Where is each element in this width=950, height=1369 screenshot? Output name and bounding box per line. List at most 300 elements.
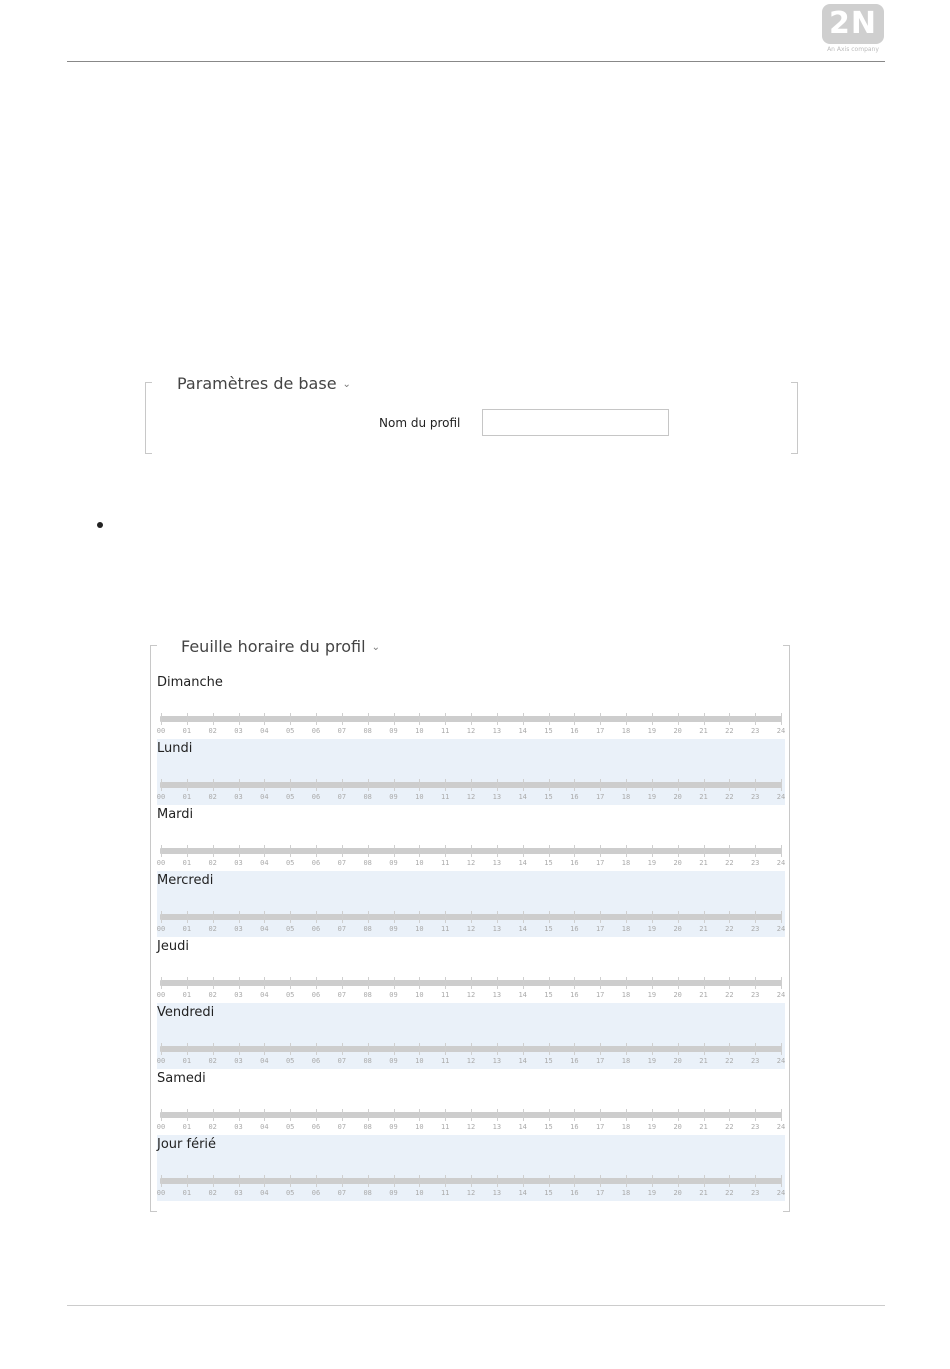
hour-tick [368, 977, 369, 989]
hour-label: 09 [389, 1057, 398, 1065]
hour-tick [574, 1109, 575, 1121]
hour-label: 00 [156, 1123, 166, 1131]
hour-tick [394, 845, 395, 857]
hour-tick [729, 845, 730, 857]
hour-label: 14 [518, 991, 527, 999]
hour-tick [704, 1109, 705, 1121]
hour-tick [419, 1175, 420, 1187]
hour-tick [523, 713, 524, 725]
hour-tick [471, 911, 472, 923]
hour-label: 13 [492, 727, 502, 735]
hour-label: 22 [725, 991, 734, 999]
hour-tick [290, 977, 291, 989]
hour-tick [549, 1175, 550, 1187]
profile-name-label: Nom du profil [379, 416, 461, 430]
hour-tick [368, 845, 369, 857]
hour-tick [574, 779, 575, 791]
hour-tick [678, 911, 679, 923]
hour-tick [755, 1175, 756, 1187]
hour-scale [157, 1109, 785, 1135]
hour-label: 03 [234, 859, 243, 867]
hour-tick [678, 1109, 679, 1121]
hour-label: 03 [234, 793, 243, 801]
hour-tick [368, 1175, 369, 1187]
day-row [157, 1003, 785, 1069]
hour-tick [781, 1043, 782, 1055]
hour-tick [652, 713, 653, 725]
hour-label: 17 [595, 925, 605, 933]
hour-label: 04 [260, 991, 269, 999]
hour-label: 21 [699, 1123, 708, 1131]
hour-tick [187, 977, 188, 989]
hour-label: 23 [750, 1057, 760, 1065]
hour-tick [239, 1175, 240, 1187]
hour-tick [781, 713, 782, 725]
hour-label: 21 [699, 1189, 708, 1197]
hour-tick [394, 977, 395, 989]
hour-label: 21 [699, 793, 708, 801]
hour-label: 16 [570, 1189, 579, 1197]
hour-tick [239, 977, 240, 989]
hour-tick [316, 845, 317, 857]
hour-label: 18 [621, 1123, 631, 1131]
hour-label: 17 [595, 1057, 605, 1065]
hour-tick [213, 845, 214, 857]
hour-label: 07 [337, 1057, 347, 1065]
hour-tick [497, 911, 498, 923]
hour-tick [213, 1109, 214, 1121]
hour-tick [471, 977, 472, 989]
hour-tick [419, 845, 420, 857]
hour-tick [290, 845, 291, 857]
hour-tick [523, 1175, 524, 1187]
hour-label: 20 [673, 859, 682, 867]
hour-tick [264, 911, 265, 923]
profile-name-input[interactable] [482, 409, 669, 436]
hour-label: 00 [156, 793, 166, 801]
hour-tick [161, 1175, 162, 1187]
hour-label: 12 [466, 859, 476, 867]
hour-label: 15 [544, 1123, 553, 1131]
hour-tick [316, 1109, 317, 1121]
hour-tick [729, 977, 730, 989]
hour-tick [239, 779, 240, 791]
hour-tick [445, 1043, 446, 1055]
hour-tick [368, 713, 369, 725]
hour-label: 05 [285, 925, 295, 933]
hour-label: 14 [518, 727, 527, 735]
hour-label: 05 [285, 727, 295, 735]
hour-tick [600, 845, 601, 857]
hour-tick [419, 1043, 420, 1055]
hour-tick [471, 1175, 472, 1187]
hour-label: 19 [647, 1189, 657, 1197]
hour-label: 09 [389, 859, 398, 867]
hour-tick [755, 1109, 756, 1121]
hour-tick [523, 911, 524, 923]
company-logo [822, 4, 884, 56]
hour-label: 00 [156, 1057, 166, 1065]
hour-label: 12 [466, 1057, 476, 1065]
hour-tick [626, 977, 627, 989]
hour-tick [161, 779, 162, 791]
hour-label: 16 [570, 1123, 579, 1131]
hour-tick [600, 779, 601, 791]
hour-tick [729, 779, 730, 791]
schedule-legend[interactable] [181, 637, 380, 656]
hour-tick [678, 1043, 679, 1055]
hour-label: 13 [492, 1189, 502, 1197]
hour-tick [419, 911, 420, 923]
hour-label: 06 [311, 1189, 321, 1197]
hour-tick [600, 713, 601, 725]
hour-scale [157, 977, 785, 1003]
hour-tick [755, 845, 756, 857]
hour-label: 12 [466, 1189, 476, 1197]
hour-tick [161, 1109, 162, 1121]
hour-label: 02 [208, 859, 217, 867]
hour-label: 01 [182, 1123, 192, 1131]
hour-label: 14 [518, 1123, 527, 1131]
hour-label: 04 [260, 793, 269, 801]
hour-label: 10 [415, 1057, 424, 1065]
hour-label: 08 [363, 1057, 372, 1065]
hour-label: 20 [673, 1189, 682, 1197]
hour-label: 09 [389, 925, 398, 933]
hour-tick [187, 779, 188, 791]
hour-tick [497, 977, 498, 989]
hour-tick [213, 713, 214, 725]
hour-tick [652, 1109, 653, 1121]
list-bullet [97, 522, 103, 528]
hour-label: 24 [776, 925, 786, 933]
hour-label: 20 [673, 1057, 682, 1065]
hour-tick [264, 713, 265, 725]
hour-label: 12 [466, 925, 476, 933]
hour-label: 15 [544, 1057, 553, 1065]
hour-label: 07 [337, 1123, 347, 1131]
hour-label: 01 [182, 793, 192, 801]
hour-tick [652, 779, 653, 791]
hour-tick [264, 977, 265, 989]
hour-label: 11 [440, 1123, 450, 1131]
hour-tick [368, 1043, 369, 1055]
hour-label: 01 [182, 1057, 192, 1065]
hour-label: 00 [156, 1189, 166, 1197]
hour-label: 17 [595, 991, 605, 999]
hour-tick [523, 1109, 524, 1121]
hour-tick [368, 1109, 369, 1121]
hour-tick [161, 911, 162, 923]
hour-tick [497, 713, 498, 725]
hour-label: 02 [208, 1123, 217, 1131]
base-parameters-title: Paramètres de base [177, 374, 337, 393]
hour-label: 23 [750, 727, 760, 735]
hour-label: 18 [621, 1189, 631, 1197]
hour-tick [394, 713, 395, 725]
hour-tick [161, 713, 162, 725]
hour-tick [290, 1175, 291, 1187]
hour-label: 20 [673, 925, 682, 933]
hour-tick [781, 1109, 782, 1121]
hour-tick [549, 1109, 550, 1121]
hour-label: 21 [699, 925, 708, 933]
hour-label: 15 [544, 991, 553, 999]
hour-label: 01 [182, 991, 192, 999]
hour-label: 08 [363, 727, 372, 735]
hour-tick [445, 713, 446, 725]
day-name: Lundi [157, 741, 193, 756]
hour-tick [497, 779, 498, 791]
hour-label: 03 [234, 1057, 243, 1065]
hour-tick [290, 911, 291, 923]
hour-label: 14 [518, 925, 527, 933]
hour-tick [652, 911, 653, 923]
hour-label: 10 [415, 925, 424, 933]
hour-tick [549, 779, 550, 791]
hour-tick [497, 1175, 498, 1187]
hour-label: 23 [750, 793, 760, 801]
hour-tick [342, 1175, 343, 1187]
day-name: Mardi [157, 807, 194, 822]
day-row [157, 937, 785, 1003]
hour-tick [316, 977, 317, 989]
hour-label: 12 [466, 1123, 476, 1131]
hour-tick [471, 713, 472, 725]
hour-tick [755, 911, 756, 923]
hour-label: 16 [570, 991, 579, 999]
hour-label: 24 [776, 859, 786, 867]
hour-tick [549, 911, 550, 923]
hour-label: 06 [311, 793, 321, 801]
hour-tick [187, 1043, 188, 1055]
hour-tick [342, 713, 343, 725]
hour-label: 19 [647, 1123, 657, 1131]
hour-label: 21 [699, 859, 708, 867]
hour-tick [471, 1109, 472, 1121]
header-rule [67, 61, 885, 62]
hour-label: 15 [544, 1189, 553, 1197]
hour-tick [290, 1043, 291, 1055]
chevron-down-icon: ⌄ [371, 642, 380, 653]
hour-label: 19 [647, 991, 657, 999]
day-row [157, 1069, 785, 1135]
hour-tick [290, 779, 291, 791]
hour-label: 15 [544, 925, 553, 933]
hour-label: 23 [750, 1189, 760, 1197]
hour-tick [652, 1043, 653, 1055]
footer-rule [67, 1305, 885, 1306]
hour-label: 06 [311, 859, 321, 867]
hour-tick [497, 845, 498, 857]
hour-label: 06 [311, 1057, 321, 1065]
hour-tick [652, 1175, 653, 1187]
hour-label: 05 [285, 793, 295, 801]
hour-tick [704, 977, 705, 989]
hour-label: 24 [776, 1057, 786, 1065]
hour-tick [626, 845, 627, 857]
hour-label: 19 [647, 859, 657, 867]
hour-tick [704, 911, 705, 923]
hour-tick [239, 1109, 240, 1121]
hour-tick [316, 911, 317, 923]
hour-label: 07 [337, 727, 347, 735]
hour-tick [316, 1175, 317, 1187]
hour-scale [157, 713, 785, 739]
hour-label: 06 [311, 1123, 321, 1131]
hour-tick [678, 779, 679, 791]
hour-label: 24 [776, 1189, 786, 1197]
hour-label: 23 [750, 991, 760, 999]
day-row [157, 673, 785, 739]
hour-tick [523, 845, 524, 857]
hour-tick [626, 1109, 627, 1121]
hour-label: 13 [492, 1057, 502, 1065]
hour-tick [264, 779, 265, 791]
hour-tick [574, 1043, 575, 1055]
hour-label: 22 [725, 793, 734, 801]
schedule-title: Feuille horaire du profil [181, 637, 366, 656]
hour-label: 18 [621, 793, 631, 801]
day-row [157, 1135, 785, 1201]
hour-label: 02 [208, 991, 217, 999]
panel-border-left [145, 382, 152, 454]
day-name: Jour férié [157, 1137, 217, 1152]
hour-label: 15 [544, 793, 553, 801]
hour-label: 23 [750, 925, 760, 933]
hour-label: 09 [389, 991, 398, 999]
hour-label: 07 [337, 859, 347, 867]
hour-tick [626, 713, 627, 725]
base-parameters-legend[interactable] [177, 374, 351, 393]
hour-label: 11 [440, 925, 450, 933]
hour-label: 18 [621, 859, 631, 867]
hour-tick [239, 845, 240, 857]
hour-tick [729, 1043, 730, 1055]
hour-tick [574, 1175, 575, 1187]
hour-label: 18 [621, 727, 631, 735]
hour-tick [755, 779, 756, 791]
hour-label: 24 [776, 991, 786, 999]
hour-tick [342, 1043, 343, 1055]
hour-label: 02 [208, 727, 217, 735]
hour-tick [600, 911, 601, 923]
hour-label: 11 [440, 1057, 450, 1065]
hour-tick [729, 1109, 730, 1121]
hour-tick [239, 1043, 240, 1055]
hour-tick [342, 1109, 343, 1121]
day-row [157, 739, 785, 805]
hour-tick [600, 977, 601, 989]
hour-label: 00 [156, 859, 166, 867]
hour-label: 10 [415, 1123, 424, 1131]
hour-tick [342, 779, 343, 791]
hour-tick [652, 977, 653, 989]
hour-label: 05 [285, 1189, 295, 1197]
hour-label: 09 [389, 1123, 398, 1131]
hour-label: 09 [389, 727, 398, 735]
hour-label: 15 [544, 727, 553, 735]
hour-tick [290, 1109, 291, 1121]
hour-tick [704, 779, 705, 791]
hour-label: 04 [260, 1123, 269, 1131]
hour-label: 23 [750, 859, 760, 867]
hour-label: 13 [492, 859, 502, 867]
hour-tick [445, 977, 446, 989]
hour-label: 17 [595, 727, 605, 735]
day-row [157, 805, 785, 871]
hour-tick [574, 845, 575, 857]
hour-tick [678, 713, 679, 725]
hour-scale [157, 845, 785, 871]
hour-tick [781, 911, 782, 923]
hour-label: 24 [776, 727, 786, 735]
hour-tick [368, 911, 369, 923]
day-name: Jeudi [157, 939, 189, 954]
hour-label: 05 [285, 1123, 295, 1131]
hour-label: 11 [440, 793, 450, 801]
hour-tick [161, 977, 162, 989]
hour-tick [755, 713, 756, 725]
hour-label: 21 [699, 1057, 708, 1065]
hour-label: 10 [415, 1189, 424, 1197]
hour-tick [419, 713, 420, 725]
hour-label: 16 [570, 925, 579, 933]
hour-tick [729, 1175, 730, 1187]
hour-tick [704, 1043, 705, 1055]
hour-tick [264, 1109, 265, 1121]
hour-label: 14 [518, 859, 527, 867]
hour-label: 21 [699, 991, 708, 999]
hour-scale [157, 1043, 785, 1069]
hour-tick [497, 1109, 498, 1121]
hour-label: 08 [363, 991, 372, 999]
hour-tick [626, 1175, 627, 1187]
hour-label: 11 [440, 1189, 450, 1197]
hour-tick [187, 911, 188, 923]
hour-tick [626, 779, 627, 791]
hour-tick [161, 845, 162, 857]
hour-label: 22 [725, 925, 734, 933]
hour-tick [781, 977, 782, 989]
hour-label: 19 [647, 727, 657, 735]
hour-tick [419, 779, 420, 791]
hour-tick [523, 977, 524, 989]
hour-tick [290, 713, 291, 725]
hour-tick [394, 779, 395, 791]
hour-label: 06 [311, 991, 321, 999]
hour-label: 02 [208, 1057, 217, 1065]
hour-tick [187, 845, 188, 857]
hour-tick [316, 779, 317, 791]
hour-label: 03 [234, 1123, 243, 1131]
hour-label: 10 [415, 793, 424, 801]
hour-tick [574, 911, 575, 923]
hour-tick [471, 779, 472, 791]
hour-label: 03 [234, 991, 243, 999]
hour-label: 02 [208, 1189, 217, 1197]
hour-label: 09 [389, 1189, 398, 1197]
hour-tick [187, 713, 188, 725]
hour-label: 05 [285, 991, 295, 999]
hour-label: 22 [725, 859, 734, 867]
day-name: Vendredi [157, 1005, 215, 1020]
hour-label: 12 [466, 991, 476, 999]
hour-label: 01 [182, 859, 192, 867]
hour-label: 11 [440, 859, 450, 867]
hour-label: 16 [570, 727, 579, 735]
hour-label: 13 [492, 991, 502, 999]
